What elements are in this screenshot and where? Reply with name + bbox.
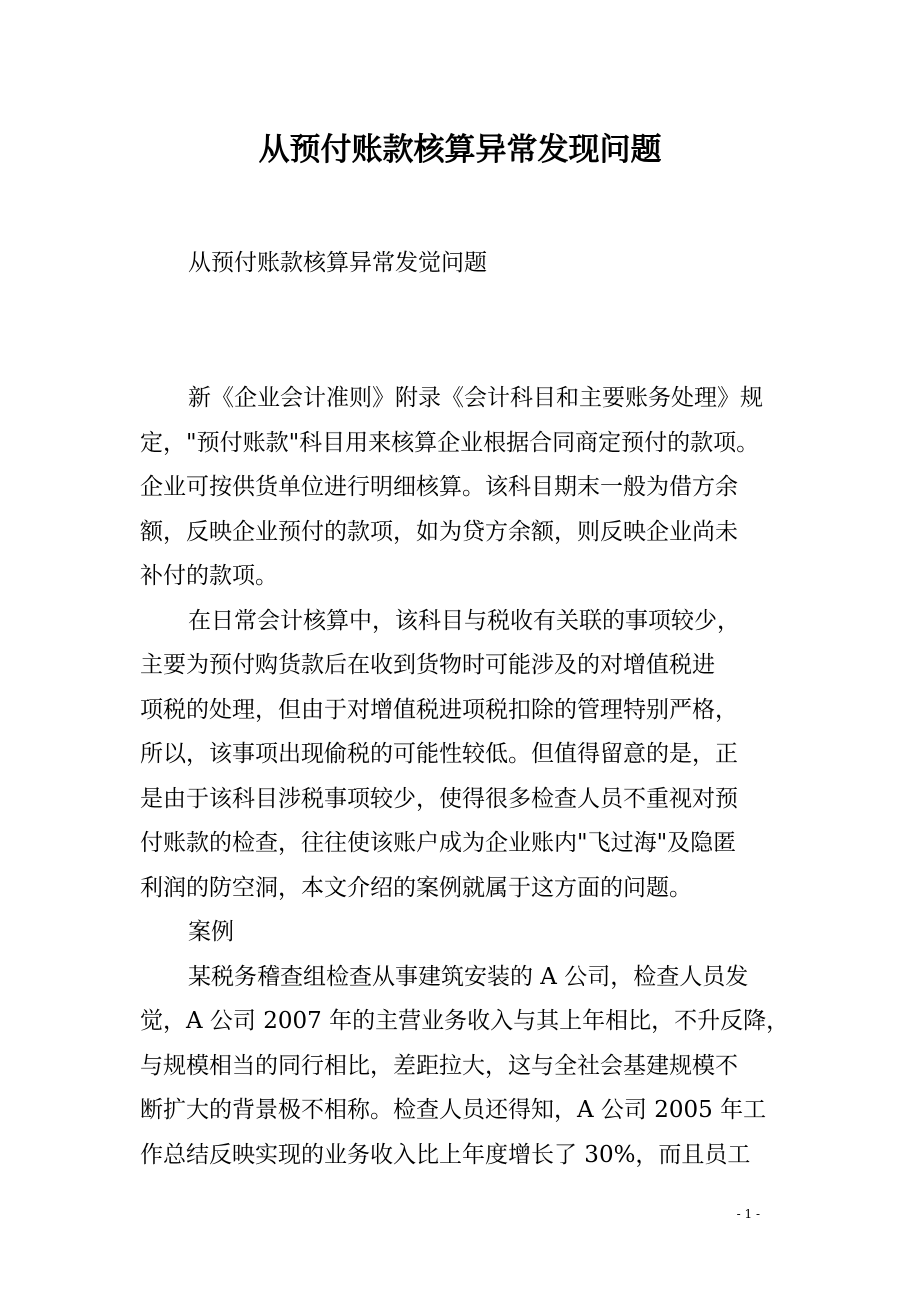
document-title: 从预付账款核算异常发现问题 — [258, 132, 662, 168]
text-line: 补付的款项。 — [140, 563, 278, 589]
document-subtitle: 从预付账款核算异常发觉问题 — [188, 250, 487, 276]
body-text — [140, 376, 790, 1177]
text-line: 某税务稽查组检查从事建筑安装的 A 公司，检查人员发 — [188, 963, 749, 990]
text-line: 与规模相当的同行相比，差距拉大，这与全社会基建规模不 — [140, 1052, 738, 1079]
text-line: 定，"预付账款"科目用来核算企业根据合同商定预付的款项。 — [140, 429, 760, 456]
text-line: 是由于该科目涉税事项较少，使得很多检查人员不重视对预 — [140, 785, 738, 812]
text-line: 觉，A 公司 2007 年的主营业务收入与其上年相比，不升反降， — [140, 1008, 790, 1034]
text-line: 所以，该事项出现偷税的可能性较低。但值得留意的是，正 — [140, 741, 738, 767]
text-line: 断扩大的背景极不相称。检查人员还得知，A 公司 2005 年工 — [140, 1097, 767, 1123]
text-line: 企业可按供货单位进行明细核算。该科目期末一般为借方余 — [140, 474, 738, 500]
text-line: 作总结反映实现的业务收入比上年度增长了 30%，而且员工 — [140, 1141, 751, 1168]
text-line: 主要为预付购货款后在收到货物时可能涉及的对增值税进 — [140, 652, 715, 678]
section-heading: 案例 — [188, 919, 234, 945]
text-line: 新《企业会计准则》附录《会计科目和主要账务处理》规 — [188, 385, 763, 411]
text-line: 付账款的检查，往往使该账户成为企业账内"飞过海"及隐匿 — [140, 830, 737, 856]
text-line: 在日常会计核算中，该科目与税收有关联的事项较少， — [188, 607, 740, 634]
text-line: 项税的处理，但由于对增值税进项税扣除的管理特别严格， — [140, 696, 738, 723]
text-line: 额，反映企业预付的款项，如为贷方余额，则反映企业尚未 — [140, 518, 738, 545]
page-number: - 1 - — [736, 1207, 760, 1221]
text-line: 利润的防空洞，本文介绍的案例就属于这方面的问题。 — [140, 874, 692, 901]
